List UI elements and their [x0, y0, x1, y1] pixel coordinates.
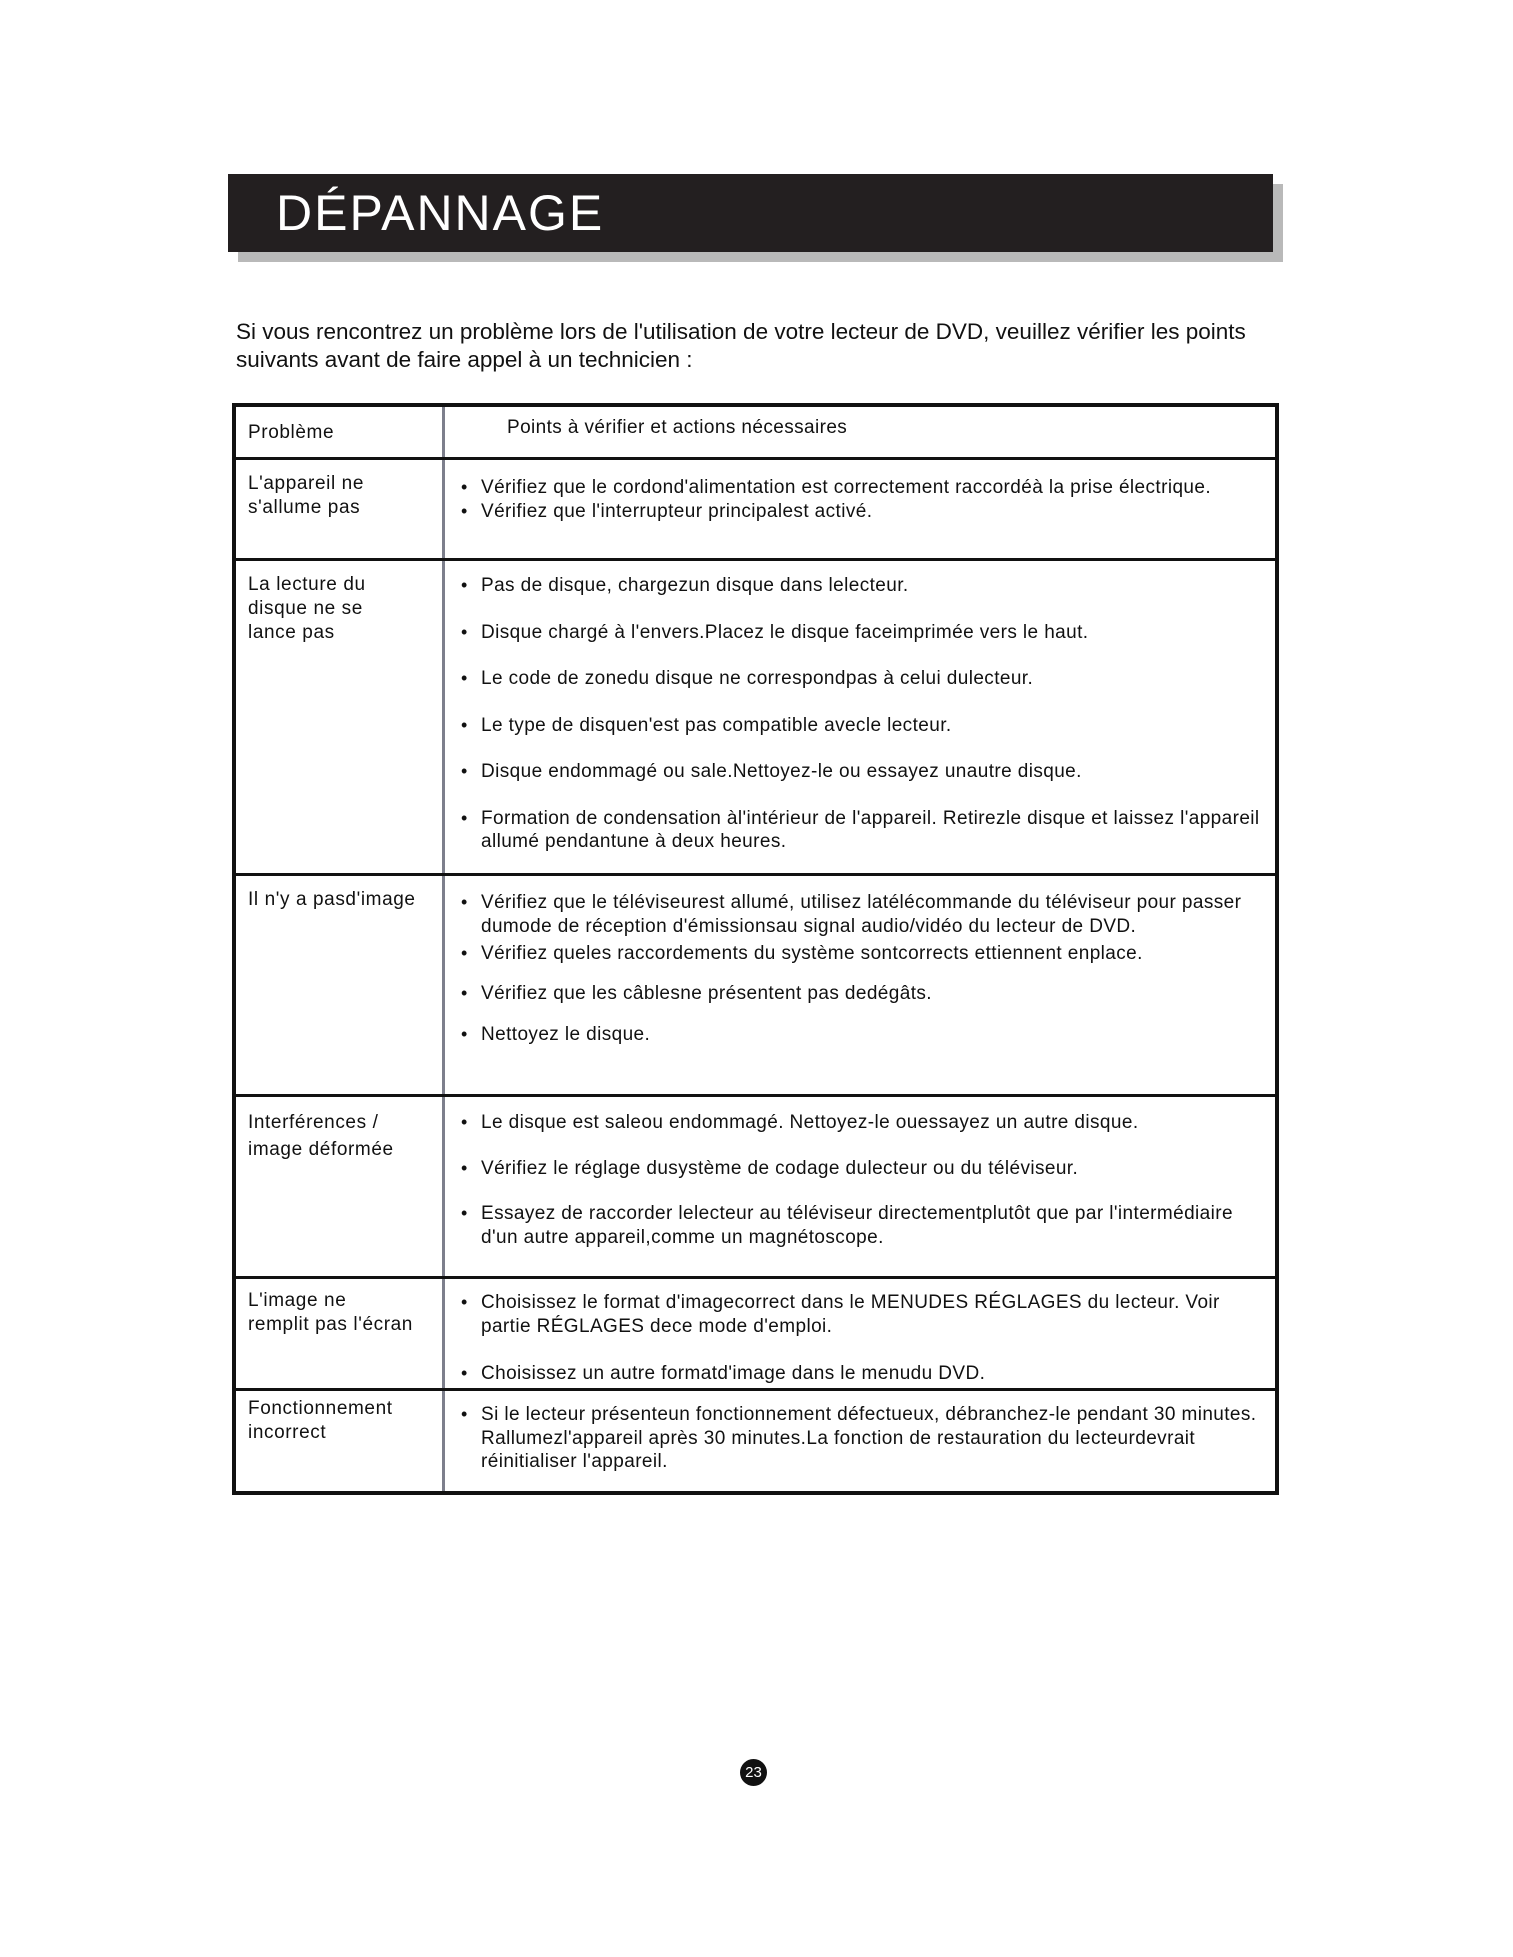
actions-cell: [445, 460, 1275, 558]
action-item: • Vérifiez que les câblesne présentent pas dedégâts.: [461, 982, 1269, 1006]
action-item: • Choisissez le format d'imagecorrect dans le MENUDES RÉGLAGES du lecteur. Voir partie RÉGLAGES dece mode d'emploi.: [461, 1291, 1269, 1338]
actions-cell: [445, 876, 1275, 1094]
problem-cell: La lecture du disque ne se lance pas: [248, 574, 366, 643]
table-row: [236, 558, 1275, 873]
action-item: • Pas de disque, chargezun disque dans lelecteur.: [461, 574, 1269, 598]
table-row: [236, 457, 1275, 558]
table-header-row: [236, 407, 1275, 457]
action-item: • Disque chargé à l'envers.Placez le disque faceimprimée vers le haut.: [461, 621, 1269, 645]
action-item: • Choisissez un autre formatd'image dans le menudu DVD.: [461, 1362, 1269, 1386]
actions-cell: [445, 1391, 1275, 1491]
action-item: • Le disque est saleou endommagé. Nettoyez-le ouessayez un autre disque.: [461, 1111, 1269, 1135]
action-item: • Vérifiez que l'interrupteur principalest activé.: [461, 500, 1269, 524]
action-item: • Le type de disquen'est pas compatible avecle lecteur.: [461, 714, 1269, 738]
page-title: DÉPANNAGE: [228, 174, 1273, 252]
table-row: [236, 1276, 1275, 1388]
action-item: • Vérifiez que le téléviseurest allumé, utilisez latélécommande du téléviseur pour passer dumode de réception d'émissionsau signal audio/vidéo du lecteur de DVD.: [461, 891, 1269, 938]
table-row: [236, 1094, 1275, 1276]
actions-cell: [445, 1097, 1275, 1276]
actions-cell: [445, 561, 1275, 873]
action-item: • Essayez de raccorder lelecteur au téléviseur directementplutôt que par l'intermédiaire d'un autre appareil,comme un magnétoscope.: [461, 1202, 1269, 1249]
action-item: • Formation de condensation àl'intérieur de l'appareil. Retirezle disque et laissez l'appareil allumé pendantune à deux heures.: [461, 807, 1269, 854]
header-actions: Points à vérifier et actions nécessaires: [507, 417, 848, 438]
troubleshooting-table: [232, 403, 1279, 1495]
header-problem: Problème: [248, 422, 335, 443]
action-item: • Nettoyez le disque.: [461, 1023, 1269, 1047]
action-item: • Vérifiez que le cordond'alimentation est correctement raccordéà la prise électrique.: [461, 476, 1269, 500]
problem-cell: Il n'y a pasd'image: [248, 889, 416, 910]
table-row: [236, 1388, 1275, 1491]
action-item: • Le code de zonedu disque ne correspondpas à celui dulecteur.: [461, 667, 1269, 691]
intro-paragraph: Si vous rencontrez un problème lors de l'utilisation de votre lecteur de DVD, veuillez vérifier les points suivants avant de faire appel à un technicien :: [236, 319, 1246, 372]
problem-cell: Fonctionnement incorrect: [248, 1398, 393, 1443]
action-item: • Vérifiez le réglage dusystème de codage dulecteur ou du téléviseur.: [461, 1157, 1269, 1181]
problem-cell: L'appareil ne s'allume pas: [248, 473, 365, 518]
title-banner: [228, 174, 1273, 252]
action-item: • Si le lecteur présenteun fonctionnement défectueux, débranchez-le pendant 30 minutes. Rallumezl'appareil après 30 minutes.La fonction de restauration du lecteurdevrait réinitialiser l'appareil.: [461, 1403, 1269, 1474]
page-number-badge: 23: [740, 1759, 767, 1786]
table-row: [236, 873, 1275, 1094]
actions-cell: [445, 1279, 1275, 1388]
action-item: • Disque endommagé ou sale.Nettoyez-le ou essayez unautre disque.: [461, 760, 1269, 784]
problem-cell: L'image ne remplit pas l'écran: [248, 1290, 413, 1335]
problem-cell: Interférences / image déformée: [248, 1112, 394, 1160]
action-item: • Vérifiez queles raccordements du système sontcorrects ettiennent enplace.: [461, 942, 1269, 966]
